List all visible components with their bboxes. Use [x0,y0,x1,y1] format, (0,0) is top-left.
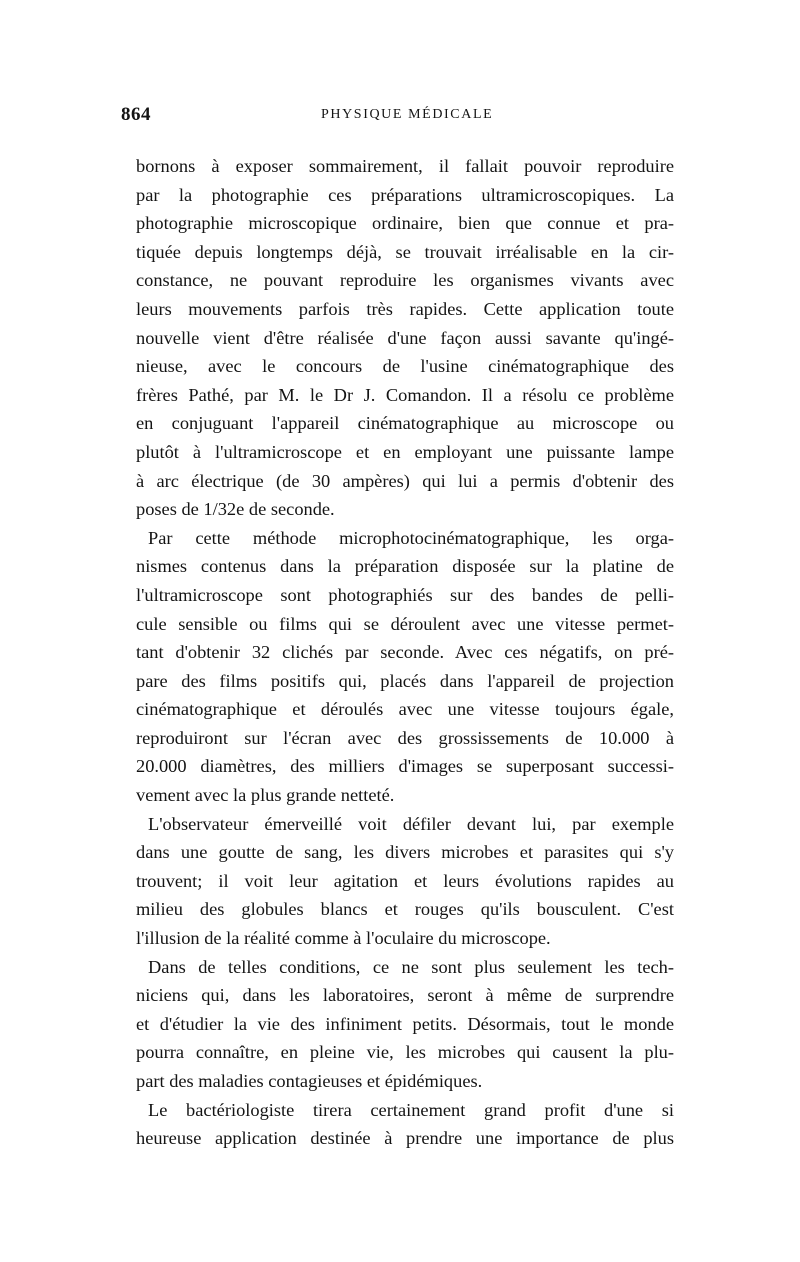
text-line: photographie microscopique ordinaire, bien que connue et pra- [136,213,674,234]
text-line: nouvelle vient d'être réalisée d'une façon aussi savante qu'ingé- [136,327,674,348]
running-head [121,104,674,134]
text-line: niciens qui, dans les laboratoires, seront à même de surprendre [136,985,674,1006]
text-line: cinématographique et déroulés avec une vitesse toujours égale, [136,699,674,720]
text-line: constance, ne pouvant reproduire les organismes vivants avec [136,270,674,291]
text-line: 20.000 diamètres, des milliers d'images se superposant successi- [136,756,674,777]
text-line: heureuse application destinée à prendre une importance de plus [136,1128,674,1149]
text-line: leurs mouvements parfois très rapides. Cette application toute [136,298,674,319]
text-line: pare des films positifs qui, placés dans l'appareil de projection [136,670,674,691]
text-line: plutôt à l'ultramicroscope et en employant une puissante lampe [136,441,674,462]
text-line: bornons à exposer sommairement, il fallait pouvoir reproduire [136,156,674,176]
text-line: tiquée depuis longtemps déjà, se trouvait irréalisable en la cir- [136,241,674,262]
text-line: cule sensible ou films qui se déroulent avec une vitesse permet- [136,613,674,634]
text-line: frères Pathé, par M. le Dr J. Comandon. Il a résolu ce problème [136,384,674,405]
text-line: vement avec la plus grande netteté. [136,785,395,806]
text-line: poses de 1/32e de seconde. [136,499,335,520]
text-line: et d'étudier la vie des infiniment petits. Désormais, tout le monde [136,1013,674,1034]
text-line: pourra connaître, en pleine vie, les microbes qui causent la plu- [136,1042,674,1063]
text-line: à arc électrique (de 30 ampères) qui lui a permis d'obtenir des [136,470,674,491]
paragraph-start-line: Dans de telles conditions, ce ne sont plus seulement les tech- [148,956,674,977]
page-number: 864 [121,104,151,125]
paragraph-start-line: L'observateur émerveillé voit défiler devant lui, par exemple [148,813,674,834]
body-text [136,152,674,1153]
text-line: nismes contenus dans la préparation disposée sur la platine de [136,556,674,577]
paragraph-start-line: Par cette méthode microphotocinématographique, les orga- [148,527,674,548]
text-line: milieu des globules blancs et rouges qu'ils bousculent. C'est [136,899,674,920]
text-line: nieuse, avec le concours de l'usine cinématographique des [136,356,674,377]
text-line: tant d'obtenir 32 clichés par seconde. Avec ces négatifs, on pré- [136,642,674,663]
running-title: PHYSIQUE MÉDICALE [321,107,494,122]
text-line: par la photographie ces préparations ultramicroscopiques. La [136,184,674,205]
text-line: dans une goutte de sang, les divers microbes et parasites qui s'y [136,842,674,863]
text-line: en conjuguant l'appareil cinématographique au microscope ou [136,413,674,434]
paragraph-start-line: Le bactériologiste tirera certainement grand profit d'une si [148,1099,674,1120]
text-line: part des maladies contagieuses et épidémiques. [136,1071,483,1091]
text-line: trouvent; il voit leur agitation et leurs évolutions rapides au [136,870,674,891]
text-line: l'illusion de la réalité comme à l'oculaire du microscope. [136,928,551,949]
text-line: l'ultramicroscope sont photographiés sur des bandes de pelli- [136,584,674,605]
text-line: reproduiront sur l'écran avec des grossissements de 10.000 à [136,727,674,748]
